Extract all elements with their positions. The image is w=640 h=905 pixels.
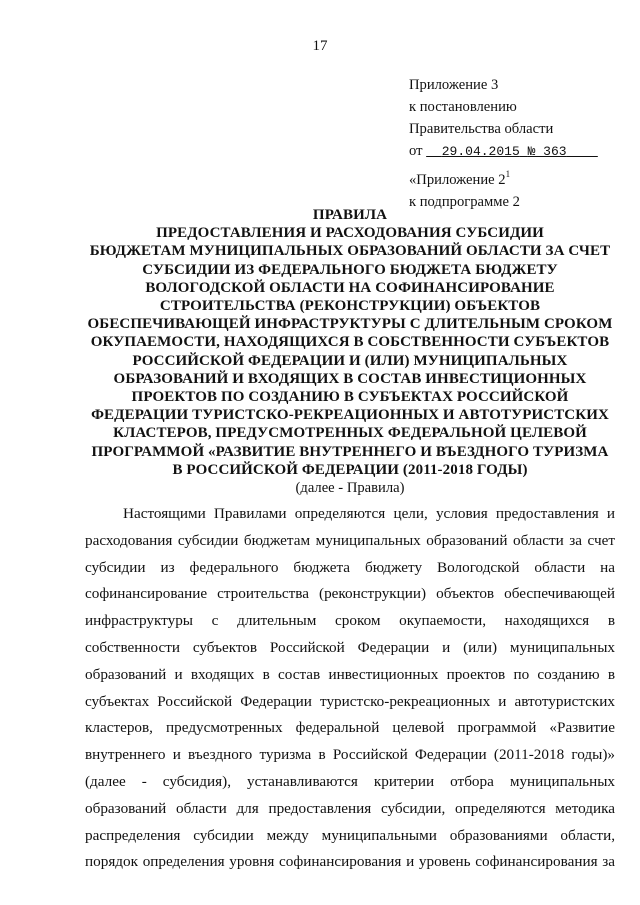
title-line: ПРЕДОСТАВЛЕНИЯ И РАСХОДОВАНИЯ СУБСИДИИ (156, 225, 544, 242)
appendix-line: Приложение 3 (409, 77, 499, 93)
body-line: расходования субсидии бюджетам муниципальных образований области за счет (85, 531, 615, 549)
title-line: КЛАСТЕРОВ, ПРЕДУСМОТРЕННЫХ ФЕДЕРАЛЬНОЙ ЦЕЛЕВОЙ (113, 425, 587, 442)
resolution-date: 29.04.2015 (441, 144, 520, 159)
title-line: ПРОЕКТОВ ПО СОЗДАНИЮ В СУБЪЕКТАХ РОССИЙСКОЙ (131, 389, 569, 406)
body-line: субсидии из федерального бюджета бюджету Вологодской области на (85, 558, 615, 576)
body-line: внутреннего и въездного туризма в Российской Федерации (2011-2018 годы)» (85, 746, 615, 764)
body-line: кластеров, предусмотренных федеральной целевой программой «Развитие (85, 719, 615, 737)
page-number: 17 (312, 38, 328, 54)
body-line: софинансирование строительства (реконструкции) объектов обеспечивающей (85, 585, 615, 603)
resolution-number: № 363 (527, 144, 567, 159)
appendix-line: Правительства области (409, 121, 554, 137)
title-line: ОКУПАЕМОСТИ, НАХОДЯЩИХСЯ В СОБСТВЕННОСТИ СУБЪЕКТОВ (90, 334, 610, 351)
title-line: БЮДЖЕТАМ МУНИЦИПАЛЬНЫХ ОБРАЗОВАНИЙ ОБЛАСТИ ЗА СЧЕТ (89, 243, 611, 260)
body-line: Настоящими Правилами определяются цели, условия предоставления и (123, 505, 615, 522)
date-prefix: от (409, 143, 423, 159)
title-line: ФЕДЕРАЦИИ ТУРИСТСКО-РЕКРЕАЦИОННЫХ И АВТОТУРИСТСКИХ (91, 407, 609, 424)
appendix-date-line (409, 140, 598, 163)
rules-title (85, 206, 615, 498)
body-line: (далее - субсидия), устанавливаются критерии отбора муниципальных (85, 772, 615, 790)
resolution-date-number (426, 144, 598, 159)
title-line: СУБСИДИИ ИЗ ФЕДЕРАЛЬНОГО БЮДЖЕТА БЮДЖЕТУ (142, 261, 558, 278)
appendix-line: «Приложение $2^1$ (409, 169, 511, 188)
title-line: ОБРАЗОВАНИЙ И ВХОДЯЩИХ В СОСТАВ ИНВЕСТИЦИОННЫХ (113, 370, 587, 387)
body-line: образований области для предоставления субсидии, определяются методика (85, 799, 615, 817)
body-line: собственности субъектов Российской Федерации и (или) муниципальных (85, 638, 615, 656)
title-line: ПРОГРАММОЙ «РАЗВИТИЕ ВНУТРЕННЕГО И ВЪЕЗДНОГО ТУРИЗМА (91, 443, 609, 460)
title-line: РОССИЙСКОЙ ФЕДЕРАЦИИ И (ИЛИ) МУНИЦИПАЛЬНЫХ (132, 352, 568, 369)
body-line: образований и входящих в состав инвестиционных проектов по созданию в (85, 665, 615, 683)
appendix-line: к подпрограмме 2 (409, 194, 520, 210)
title-subtitle: (далее - Правила) (295, 480, 405, 497)
body-line: распределения субсидии между муниципальными образованиями области, (85, 826, 615, 844)
appendix-block (409, 74, 598, 213)
body-paragraph (85, 501, 615, 876)
title-line: В РОССИЙСКОЙ ФЕДЕРАЦИИ (2011-2018 ГОДЫ) (172, 461, 528, 478)
body-line: субъектах Российской Федерации туристско-рекреационных и автотуристских (85, 692, 615, 710)
title-line: СТРОИТЕЛЬСТВА (РЕКОНСТРУКЦИИ) ОБЪЕКТОВ (159, 298, 541, 315)
body-line: порядок определения уровня софинансирования и уровень софинансирования за (85, 853, 615, 871)
title-line: ПРАВИЛА (312, 207, 388, 223)
appendix-superscript: 1 (505, 169, 511, 179)
title-line: ОБЕСПЕЧИВАЮЩЕЙ ИНФРАСТРУКТУРЫ С ДЛИТЕЛЬНЫМ СРОКОМ (87, 316, 613, 333)
title-line: ВОЛОГОДСКОЙ ОБЛАСТИ НА СОФИНАНСИРОВАНИЕ (145, 279, 555, 296)
body-line: инфраструктуры с длительным сроком окупаемости, находящихся в (85, 612, 615, 630)
appendix-line: к постановлению (409, 99, 517, 115)
